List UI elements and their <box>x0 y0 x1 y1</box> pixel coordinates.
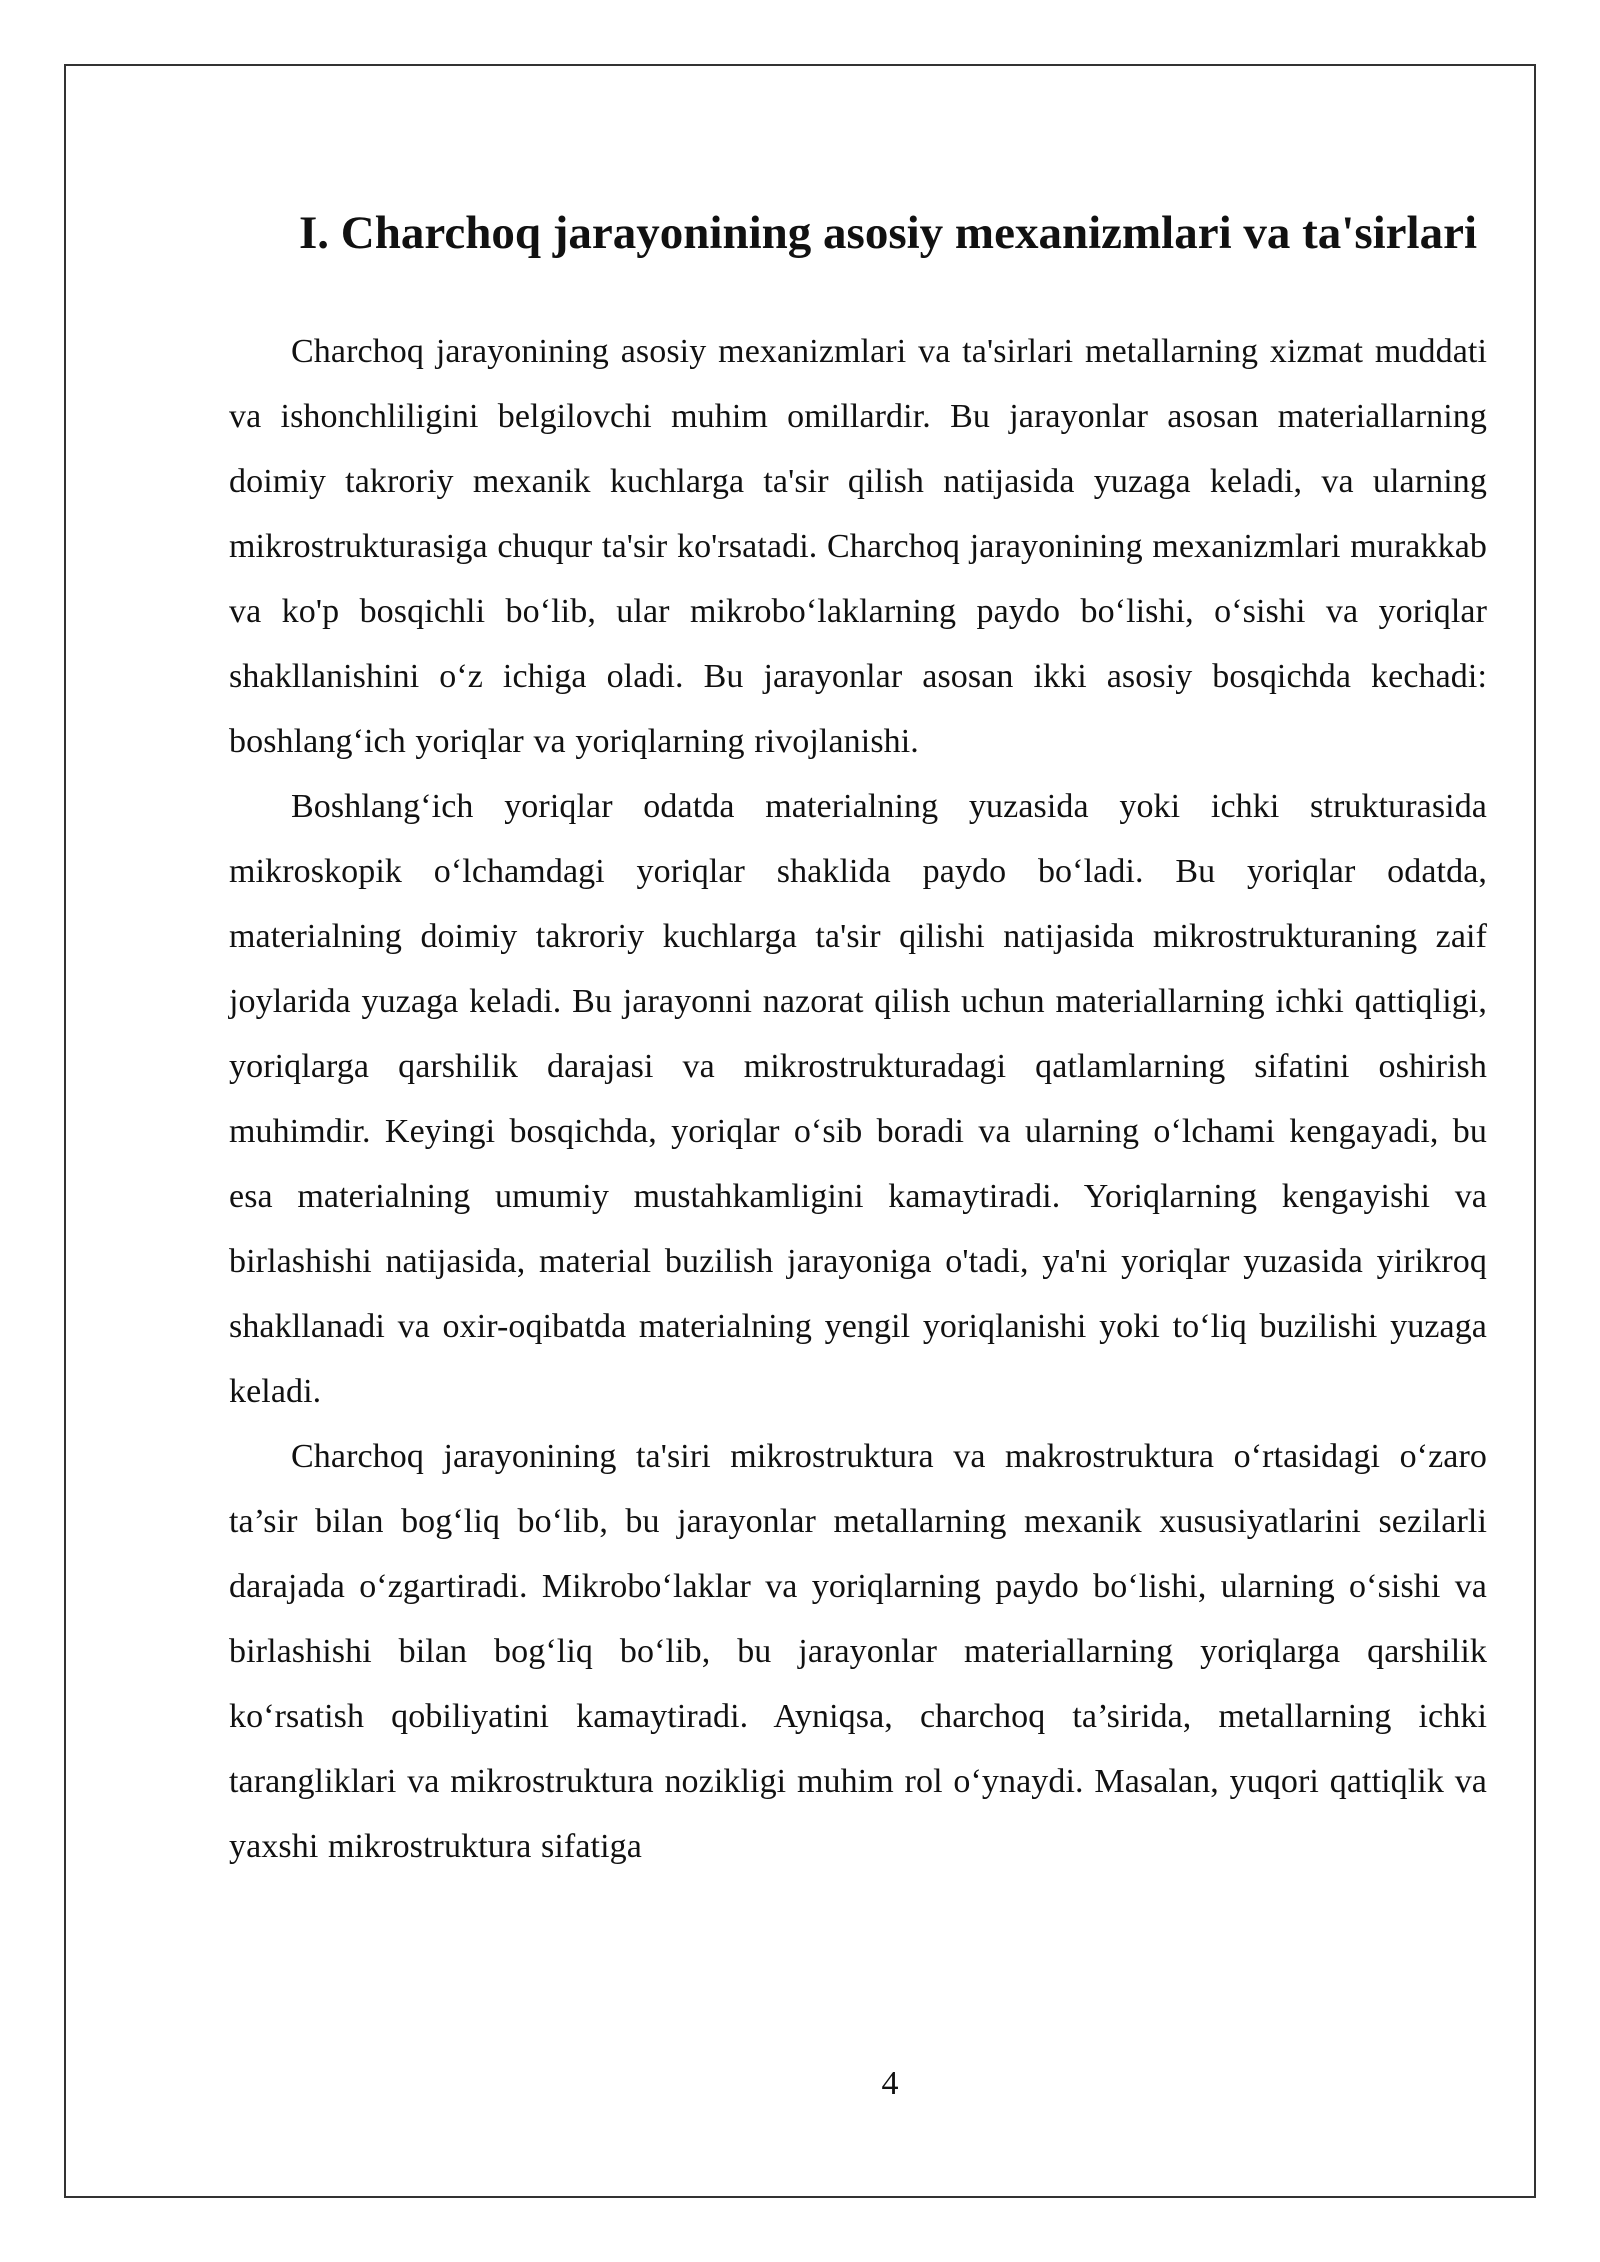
paragraph-1: Charchoq jarayonining asosiy mexanizmlari va ta'sirlari metallarning xizmat muddati va ishonchliligini belgilovchi muhim omillardir. Bu jarayonlar asosan materiallarning doimiy takroriy mexanik kuchlarga ta'sir qilish natijasida yuzaga keladi, va ularning mikrostrukturasiga chuqur ta'sir ko'rsatadi. Charchoq jarayonining mexanizmlari murakkab va ko'p bosqichli bo‘lib, ular mikrobo‘laklarning paydo bo‘lishi, o‘sishi va yoriqlar shakllanishini o‘z ichiga oladi. Bu jarayonlar asosan ikki asosiy bosqichda kechadi: boshlang‘ich yoriqlar va yoriqlarning rivojlanishi. <box>229 333 1487 760</box>
page-number: 4 <box>881 2065 899 2102</box>
paragraph-2: Boshlang‘ich yoriqlar odatda materialning yuzasida yoki ichki strukturasida mikroskopik o‘lchamdagi yoriqlar shaklida paydo bo‘ladi. Bu yoriqlar odatda, materialning doimiy takroriy kuchlarga ta'sir qilishi natijasida mikrostrukturaning zaif joylarida yuzaga keladi. Bu jarayonni nazorat qilish uchun materiallarning ichki qattiqligi, yoriqlarga qarshilik darajasi va mikrostrukturadagi qatlamlarning sifatini oshirish muhimdir. Keyingi bosqichda, yoriqlar o‘sib boradi va ularning o‘lchami kengayadi, bu esa materialning umumiy mustahkamligini kamaytiradi. Yoriqlarning kengayishi va birlashishi natijasida, material buzilish jarayoniga o'tadi, ya'ni yoriqlar yuzasida yirikroq shakllanadi va oxir-oqibatda materialning yengil yoriqlanishi yoki to‘liq buzilishi yuzaga keladi. <box>229 788 1487 1410</box>
section-title: I. Charchoq jarayonining asosiy mexanizmlari va ta'sirlari <box>298 207 1478 259</box>
paragraph-3: Charchoq jarayonining ta'siri mikrostruktura va makrostruktura o‘rtasidagi o‘zaro ta’sir bilan bog‘liq bo‘lib, bu jarayonlar metallarning mexanik xususiyatlarini sezilarli darajada o‘zgartiradi. Mikrobo‘laklar va yoriqlarning paydo bo‘lishi, ularning o‘sishi va birlashishi bilan bog‘liq bo‘lib, bu jarayonlar materiallarning yoriqlarga qarshilik ko‘rsatish qobiliyatini kamaytiradi. Ayniqsa, charchoq ta’sirida, metallarning ichki tarangliklari va mikrostruktura nozikligi muhim rol o‘ynaydi. Masalan, yuqori qattiqlik va yaxshi mikrostruktura sifatiga <box>229 1438 1487 1865</box>
document-body <box>229 186 1487 1879</box>
